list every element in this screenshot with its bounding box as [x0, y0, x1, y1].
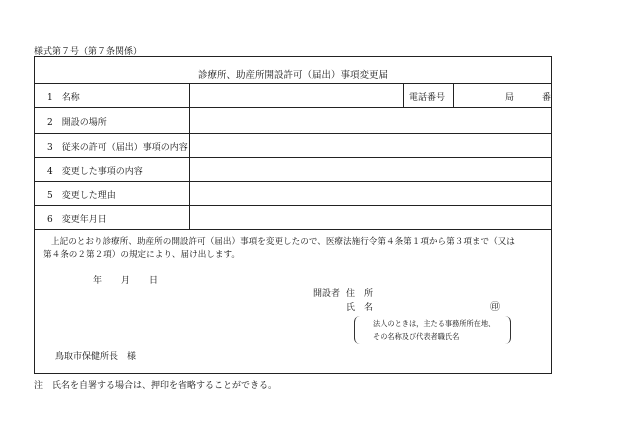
phone-kyoku: 局	[505, 93, 515, 103]
row-divider	[35, 157, 551, 158]
phone-ban: 番	[542, 93, 552, 103]
seal-mark: ㊞	[490, 302, 500, 313]
date-day: 日	[149, 276, 159, 286]
corporate-note-line-1: 法人のときは，主たる事務所所在地、	[373, 319, 496, 328]
date-month: 月	[121, 276, 131, 286]
row-name: 1 名称	[47, 93, 80, 103]
row-divider	[35, 229, 551, 230]
date-year: 年	[93, 276, 103, 286]
corporate-note-line-2: その名称及び代表者職氏名	[373, 332, 460, 341]
label-column-divider	[189, 83, 190, 229]
row-divider	[35, 83, 551, 84]
footnote: 注 氏名を自署する場合は、押印を省略することができる。	[34, 381, 278, 391]
row-location: 2 開設の場所	[47, 118, 107, 128]
phone-divider	[403, 83, 404, 107]
row-reason: 5 変更した理由	[47, 191, 116, 201]
statement-line-1: 上記のとおり診療所、助産所の開設許可（届出）事項を変更したので、医療法施行令第４条第１項から第３項まで（又は	[51, 237, 515, 247]
row-divider	[35, 107, 551, 108]
phone-label: 電話番号	[409, 93, 446, 103]
statement-line-2: 第４条の２第２項）の規定により、届け出します。	[43, 250, 240, 260]
row-divider	[35, 181, 551, 182]
form-title: 診療所、助産所開設許可（届出）事項変更届	[197, 70, 388, 81]
row-divider	[35, 133, 551, 134]
row-changed-content: 4 変更した事項の内容	[47, 167, 143, 177]
phone-divider	[453, 83, 454, 107]
applicant-label: 開設者	[313, 289, 341, 299]
row-previous-content: 3 従来の許可（届出）事項の内容	[47, 143, 188, 153]
applicant-address: 住 所	[346, 289, 374, 299]
form-number: 様式第７号（第７条関係）	[34, 47, 143, 57]
applicant-name: 氏 名	[346, 303, 374, 313]
row-change-date: 6 変更年月日	[47, 215, 107, 225]
addressee: 鳥取市保健所長 様	[55, 352, 137, 362]
row-divider	[35, 205, 551, 206]
